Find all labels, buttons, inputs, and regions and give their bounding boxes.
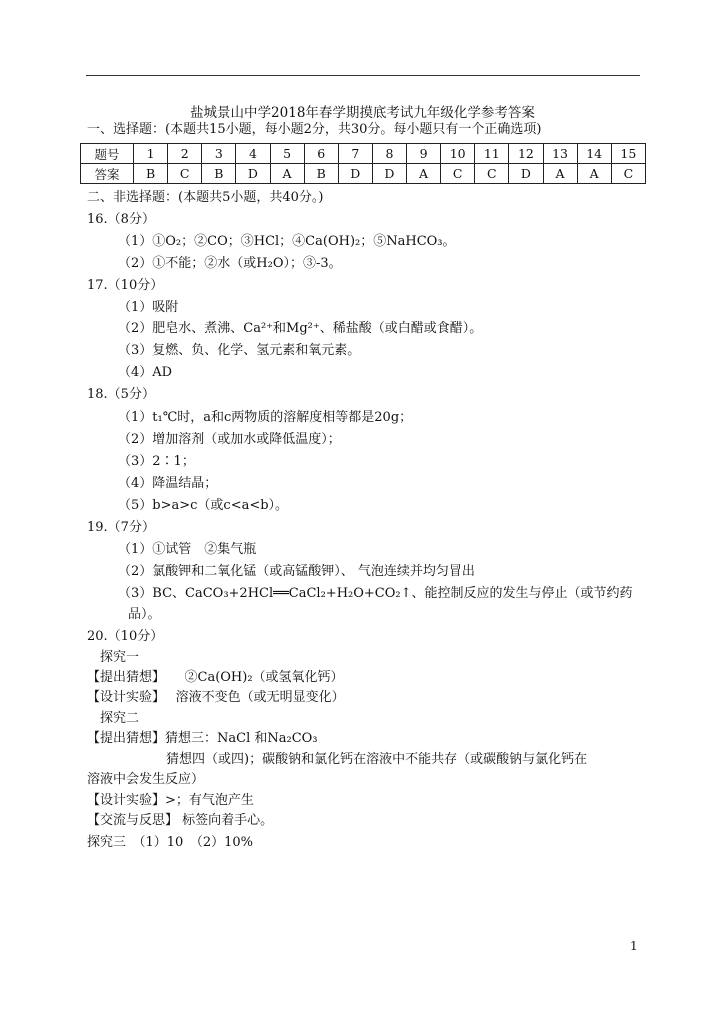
table-cell: 8 [372, 144, 406, 164]
table-cell: C [168, 164, 202, 184]
q20-inquiry-2-hypothesis-4-cont: 溶液中会发生反应） [87, 772, 205, 787]
table-row-numbers [81, 144, 646, 164]
q20-inquiry-1-experiment: 【设计实验】 溶液不变色（或无明显变化） [87, 690, 345, 705]
row-label-number: 题号 [81, 144, 134, 164]
table-cell: A [270, 164, 304, 184]
q19-answer-1: （1）①试管 ②集气瓶 [118, 542, 257, 557]
table-cell: 4 [236, 144, 270, 164]
q17-heading: 17.（10分） [87, 278, 164, 293]
row-label-answer: 答案 [81, 164, 134, 184]
table-cell: A [543, 164, 577, 184]
table-cell: A [577, 164, 611, 184]
q20-inquiry-2-hypothesis-4: 猜想四（或四)；碳酸钠和氯化钙在溶液中不能共存（或碳酸钠与氯化钙在 [166, 752, 588, 767]
table-cell: 5 [270, 144, 304, 164]
table-cell: 14 [577, 144, 611, 164]
table-cell: C [475, 164, 509, 184]
table-cell: 11 [475, 144, 509, 164]
q20-inquiry-2-hypothesis: 【提出猜想】猜想三：NaCl 和Na₂CO₃ [87, 731, 318, 746]
table-cell: 3 [202, 144, 236, 164]
table-cell: D [372, 164, 406, 184]
table-cell: 15 [611, 144, 645, 164]
table-cell: 6 [304, 144, 338, 164]
table-cell: 1 [134, 144, 168, 164]
page-number: 1 [630, 939, 638, 953]
table-cell: 13 [543, 144, 577, 164]
table-cell: B [134, 164, 168, 184]
table-cell: C [611, 164, 645, 184]
table-cell: 12 [509, 144, 543, 164]
q19-answer-3: （3）BC、CaCO₃+2HCl══CaCl₂+H₂O+CO₂↑、能控制反应的发生与停止（或节约药 [118, 586, 633, 601]
table-cell: A [407, 164, 441, 184]
table-cell: D [236, 164, 270, 184]
answer-table [80, 143, 646, 184]
q17-answer-2: （2）肥皂水、煮沸、Ca²⁺和Mg²⁺、稀盐酸（或白醋或食醋）。 [118, 321, 483, 336]
table-row-answers [81, 164, 646, 184]
q20-inquiry-1-title: 探究一 [100, 650, 140, 665]
table-cell: C [441, 164, 475, 184]
section1-heading: 一、选择题：(本题共15小题，每小题2分，共30分。每小题只有一个正确选项) [87, 122, 542, 137]
q20-heading: 20.（10分） [87, 629, 164, 644]
table-cell: 10 [441, 144, 475, 164]
q20-inquiry-2-reflection: 【交流与反思】 标签向着手心。 [87, 813, 274, 828]
q18-answer-1: （1）t₁℃时，a和c两物质的溶解度相等都是20g； [118, 410, 413, 425]
q20-inquiry-2-title: 探究二 [100, 711, 140, 726]
q17-answer-4: （4）AD [118, 365, 173, 380]
table-cell: 7 [338, 144, 372, 164]
q16-answer-2: （2）①不能；②水（或H₂O）；③-3。 [118, 256, 342, 271]
q18-answer-3: （3）2∶1； [118, 454, 195, 469]
q19-answer-2: （2）氯酸钾和二氧化锰（或高锰酸钾）、 气泡连续并均匀冒出 [118, 564, 475, 579]
q17-answer-3: （3）复燃、负、化学、氢元素和氧元素。 [118, 343, 361, 358]
q18-answer-2: （2）增加溶剂（或加水或降低温度）； [118, 432, 341, 447]
page-title: 盐城景山中学2018年春学期摸底考试九年级化学参考答案 [190, 105, 535, 121]
q20-inquiry-3: 探究三 （1）10 （2）10% [87, 835, 253, 850]
q18-answer-5: （5）b>a>c（或c<a<b）。 [118, 498, 289, 513]
table-cell: 2 [168, 144, 202, 164]
q17-answer-1: （1）吸附 [118, 300, 179, 315]
table-cell: D [509, 164, 543, 184]
q18-heading: 18.（5分） [87, 387, 155, 402]
q19-answer-3-cont: 品）。 [128, 607, 161, 622]
q18-answer-4: （4）降温结晶； [118, 476, 218, 491]
header-rule [86, 75, 640, 76]
q20-inquiry-2-experiment: 【设计实验】>；有气泡产生 [87, 793, 254, 808]
q16-answer-1: （1）①O₂；②CO；③HCl；④Ca(OH)₂；⑤NaHCO₃。 [118, 234, 456, 249]
q20-inquiry-1-hypothesis: 【提出猜想】 ②Ca(OH)₂（或氢氧化钙） [87, 670, 344, 685]
section2-heading: 二、非选择题：(本题共5小题，共40分。) [87, 190, 324, 205]
table-cell: 9 [407, 144, 441, 164]
table-cell: D [338, 164, 372, 184]
q19-heading: 19.（7分） [87, 520, 155, 535]
table-cell: B [304, 164, 338, 184]
table-cell: B [202, 164, 236, 184]
q16-heading: 16.（8分） [87, 212, 155, 227]
